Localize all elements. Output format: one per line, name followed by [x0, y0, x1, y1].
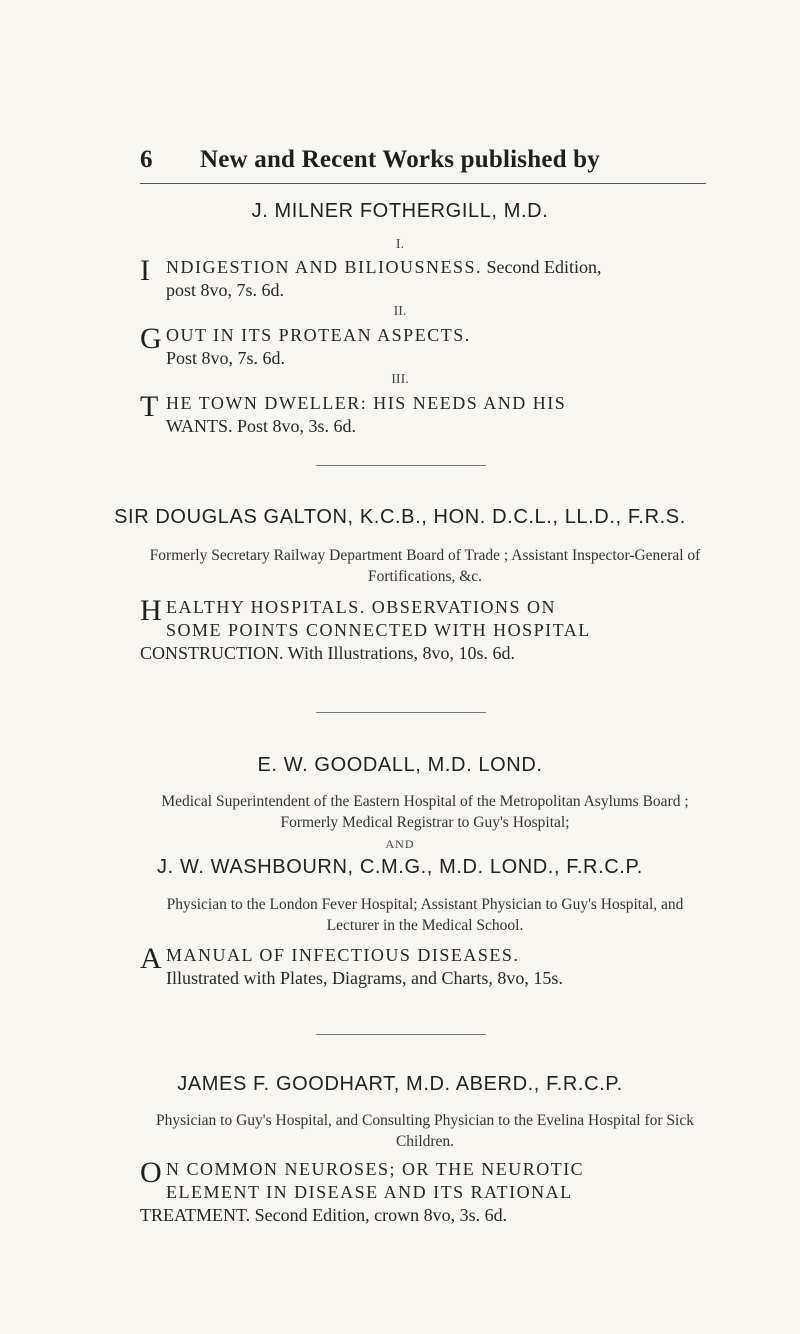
author-heading: J. W. WASHBOURN, C.M.G., M.D. LOND., F.R.C.P.: [157, 856, 643, 878]
entry-line: HE TOWN DWELLER: HIS NEEDS AND HIS: [166, 393, 567, 413]
work-numeral: II.: [393, 304, 407, 319]
entry-line: MANUAL OF INFECTIOUS DISEASES.: [166, 945, 520, 965]
drop-initial: A: [140, 942, 162, 975]
book-entry: [140, 392, 720, 438]
conjunction-and: AND: [385, 837, 415, 851]
work-numeral: III.: [391, 372, 409, 387]
author-heading: E. W. GOODALL, M.D. LOND.: [257, 754, 543, 776]
author-description: Physician to Guy's Hospital, and Consulting Physician to the Evelina Hospital for Sick Children.: [156, 1112, 694, 1150]
drop-initial: H: [140, 594, 162, 627]
header-rule: [140, 183, 706, 184]
entry-line: post 8vo, 7s. 6d.: [166, 280, 285, 300]
author-description: Physician to the London Fever Hospital; Assistant Physician to Guy's Hospital, and Lecturer in the Medical School.: [166, 896, 684, 934]
author-heading: JAMES F. GOODHART, M.D. ABERD., F.R.C.P.: [177, 1073, 623, 1095]
drop-initial: O: [140, 1156, 162, 1189]
author-description: Formerly Secretary Railway Department Board of Trade ; Assistant Inspector-General of Fortifications, &c.: [149, 547, 701, 585]
entry-line: EALTHY HOSPITALS. OBSERVATIONS ON: [166, 597, 556, 617]
drop-initial: T: [140, 390, 159, 423]
author-description: Medical Superintendent of the Eastern Hospital of the Metropolitan Asylums Board ; Formerly Medical Registrar to Guy's Hospital;: [161, 793, 689, 831]
section-rule: [316, 712, 486, 713]
running-head: [140, 146, 710, 186]
running-head-text: New and Recent Works published by: [200, 146, 600, 173]
section-rule: [316, 1034, 486, 1035]
author-heading: SIR DOUGLAS GALTON, K.C.B., HON. D.C.L., LL.D., F.R.S.: [114, 506, 686, 528]
entry-line: Post 8vo, 7s. 6d.: [166, 348, 286, 368]
entry-line: N COMMON NEUROSES; OR THE NEUROTIC: [166, 1159, 585, 1179]
section-rule: [316, 465, 486, 466]
book-entry: [140, 324, 720, 370]
drop-initial: I: [140, 254, 150, 287]
work-numeral: I.: [395, 237, 405, 252]
entry-line: OUT IN ITS PROTEAN ASPECTS.: [166, 325, 471, 345]
page-number: 6: [140, 146, 153, 173]
book-entry: [140, 256, 720, 302]
entry-line: SOME POINTS CONNECTED WITH HOSPITAL: [166, 620, 591, 640]
drop-initial: G: [140, 322, 162, 355]
entry-line: Illustrated with Plates, Diagrams, and Charts, 8vo, 15s.: [166, 968, 563, 988]
entry-line: NDIGESTION AND BILIOUSNESS. Second Edition,: [166, 257, 602, 277]
book-entry: [140, 1158, 720, 1227]
book-entry: [140, 596, 720, 665]
entry-line: WANTS. Post 8vo, 3s. 6d.: [166, 416, 357, 436]
author-heading: J. MILNER FOTHERGILL, M.D.: [251, 200, 549, 222]
entry-line: TREATMENT. Second Edition, crown 8vo, 3s. 6d.: [140, 1205, 508, 1225]
book-entry: [140, 944, 720, 990]
entry-line: CONSTRUCTION. With Illustrations, 8vo, 10s. 6d.: [140, 643, 515, 663]
entry-line: ELEMENT IN DISEASE AND ITS RATIONAL: [166, 1182, 573, 1202]
